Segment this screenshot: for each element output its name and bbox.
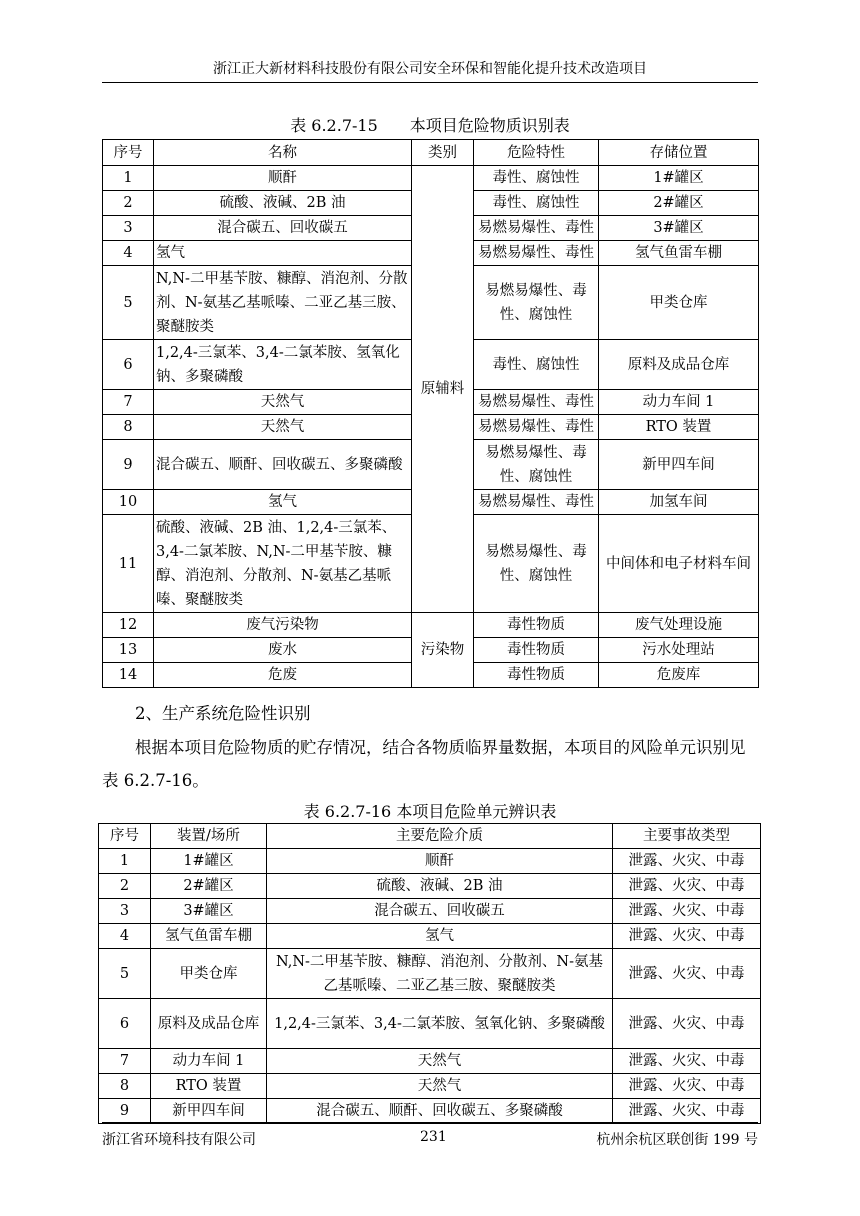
cell: 毒性、腐蚀性 [474,191,599,216]
cell: 2 [99,874,151,899]
cell: 废水 [154,638,412,663]
cell: 7 [103,390,154,415]
cell: 泄露、火灾、中毒 [613,924,761,949]
table2-caption: 表 6.2.7-16 本项目危险单元辨识表 [303,802,557,821]
cell: 动力车间 1 [599,390,759,415]
table-row [99,1074,761,1099]
col-header: 序号 [99,824,151,849]
col-header: 危险特性 [474,140,599,166]
cell: 废气处理设施 [599,613,759,638]
cell: 1 [103,166,154,191]
cell: 加氢车间 [599,490,759,515]
cell: 泄露、火灾、中毒 [613,899,761,924]
page-header: 浙江正大新材料科技股份有限公司安全环保和智能化提升技术改造项目 [102,58,758,83]
cell: 9 [103,440,154,490]
page-number: 231 [420,1129,447,1145]
cell: 氢气 [154,241,412,266]
cell: 14 [103,663,154,688]
cell: 原料及成品仓库 [599,340,759,390]
cell: 混合碳五、顺酐、回收碳五、多聚磷酸 [154,440,412,490]
cell: 混合碳五、顺酐、回收碳五、多聚磷酸 [267,1099,613,1124]
cell: 硫酸、液碱、2B 油 [154,191,412,216]
table-row [99,924,761,949]
cell: RTO 装置 [151,1074,267,1099]
cell: 毒性、腐蚀性 [474,340,599,390]
cell: 5 [99,949,151,999]
hazard-unit-table [98,823,761,1124]
cell: 毒性物质 [474,663,599,688]
cell: 泄露、火灾、中毒 [613,1099,761,1124]
cell: 泄露、火灾、中毒 [613,1074,761,1099]
cell: 泄露、火灾、中毒 [613,999,761,1049]
table-row [99,949,761,999]
cell: 天然气 [154,415,412,440]
cell: 废气污染物 [154,613,412,638]
cell: 6 [99,999,151,1049]
cell: 易燃易爆性、毒性 [474,390,599,415]
cell: 动力车间 1 [151,1049,267,1074]
cell: 泄露、火灾、中毒 [613,1049,761,1074]
cell: 11 [103,515,154,613]
table1-caption: 表 6.2.7-15 本项目危险物质识别表 [290,116,570,135]
cell: RTO 装置 [599,415,759,440]
cell: 2#罐区 [151,874,267,899]
table-header-row [103,140,759,166]
cell: 天然气 [154,390,412,415]
cell: 中间体和电子材料车间 [599,515,759,613]
cell: 混合碳五、回收碳五 [154,216,412,241]
cell: 3 [103,216,154,241]
cell: 10 [103,490,154,515]
cell: 易燃易爆性、毒性、腐蚀性 [474,440,599,490]
col-header: 名称 [154,140,412,166]
cell: 3#罐区 [151,899,267,924]
cell: 混合碳五、回收碳五 [267,899,613,924]
col-header: 类别 [412,140,474,166]
table-row [99,899,761,924]
cell: 1 [99,849,151,874]
cell: 硫酸、液碱、2B 油、1,2,4-三氯苯、3,4-二氯苯胺、N,N-二甲基苄胺、糠醇、消泡剂、分散剂、N-氨基乙基哌嗪、聚醚胺类 [154,515,412,613]
cell: 易燃易爆性、毒性 [474,216,599,241]
cell: 氢气鱼雷车棚 [151,924,267,949]
cell: 毒性、腐蚀性 [474,166,599,191]
cell: 氢气 [267,924,613,949]
cell: 6 [103,340,154,390]
cell: 顺酐 [267,849,613,874]
cell: 易燃易爆性、毒性、腐蚀性 [474,515,599,613]
table-row [99,999,761,1049]
section-heading: 2、生产系统危险性识别 [135,704,311,723]
col-header: 存储位置 [599,140,759,166]
cell: 毒性物质 [474,638,599,663]
cell: 甲类仓库 [599,266,759,340]
cell: 易燃易爆性、毒性 [474,415,599,440]
cell: 新甲四车间 [151,1099,267,1124]
cell: 新甲四车间 [599,440,759,490]
cell: 2 [103,191,154,216]
footer-address: 杭州余杭区联创街 199 号 [596,1132,758,1148]
cell: N,N-二甲基苄胺、糠醇、消泡剂、分散剂、N-氨基乙基哌嗪、二亚乙基三胺、聚醚胺类 [154,266,412,340]
cell: 原料及成品仓库 [151,999,267,1049]
cell: N,N-二甲基苄胺、糠醇、消泡剂、分散剂、N-氨基乙基哌嗪、二亚乙基三胺、聚醚胺类 [267,949,613,999]
table-row [103,166,759,191]
table-row [99,1049,761,1074]
col-header: 序号 [103,140,154,166]
cell: 氢气鱼雷车棚 [599,241,759,266]
cell: 1,2,4-三氯苯、3,4-二氯苯胺、氢氧化钠、多聚磷酸 [154,340,412,390]
cell: 9 [99,1099,151,1124]
footer-company: 浙江省环境科技有限公司 [102,1132,256,1148]
cell: 甲类仓库 [151,949,267,999]
cell: 4 [99,924,151,949]
cell: 泄露、火灾、中毒 [613,949,761,999]
cell: 7 [99,1049,151,1074]
cell: 1,2,4-三氯苯、3,4-二氯苯胺、氢氧化钠、多聚磷酸 [267,999,613,1049]
cell: 易燃易爆性、毒性 [474,490,599,515]
cell: 2#罐区 [599,191,759,216]
cell: 1#罐区 [151,849,267,874]
table-row [99,1099,761,1124]
cell: 泄露、火灾、中毒 [613,874,761,899]
cell: 13 [103,638,154,663]
cell: 3#罐区 [599,216,759,241]
hazard-substance-table [102,139,759,688]
col-header: 主要危险介质 [267,824,613,849]
cell: 硫酸、液碱、2B 油 [267,874,613,899]
cell: 8 [99,1074,151,1099]
cell: 顺酐 [154,166,412,191]
cell: 污水处理站 [599,638,759,663]
cell: 天然气 [267,1049,613,1074]
table-row [103,613,759,638]
cell: 3 [99,899,151,924]
body-paragraph: 根据本项目危险物质的贮存情况，结合各物质临界量数据，本项目的风险单元识别见表 6.2.7-16。 [102,738,746,790]
page-footer [102,1122,758,1149]
cell: 危废 [154,663,412,688]
cell: 5 [103,266,154,340]
cell: 泄露、火灾、中毒 [613,849,761,874]
cell: 易燃易爆性、毒性、腐蚀性 [474,266,599,340]
cell: 天然气 [267,1074,613,1099]
cell: 氢气 [154,490,412,515]
cell: 毒性物质 [474,613,599,638]
cell: 8 [103,415,154,440]
cell: 12 [103,613,154,638]
col-header: 装置/场所 [151,824,267,849]
table-row [99,874,761,899]
cell: 4 [103,241,154,266]
cell: 易燃易爆性、毒性 [474,241,599,266]
cell: 1#罐区 [599,166,759,191]
category-cell-raw: 原辅料 [412,166,474,613]
table-row [99,849,761,874]
category-cell-pollutant: 污染物 [412,613,474,688]
col-header: 主要事故类型 [613,824,761,849]
cell: 危废库 [599,663,759,688]
table-header-row [99,824,761,849]
